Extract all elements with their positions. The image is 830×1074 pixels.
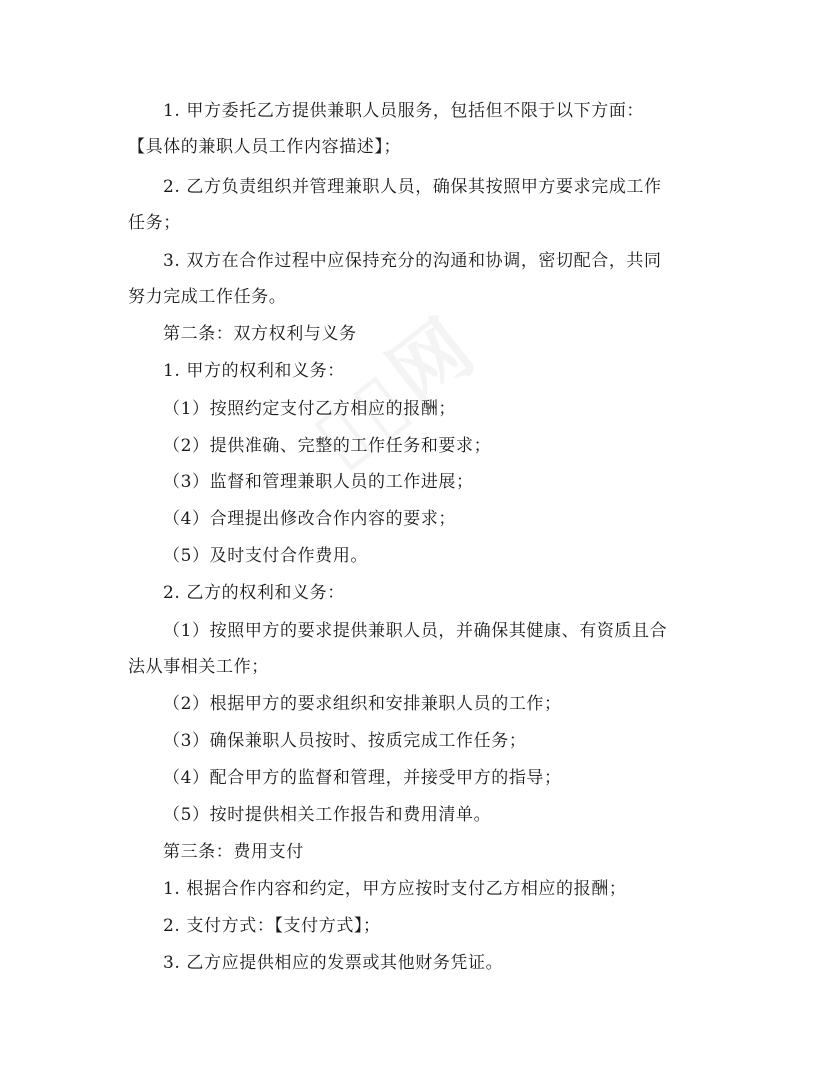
party-b-item-1-line-1: （1）按照甲方的要求提供兼职人员，并确保其健康、有资质且合 (163, 621, 668, 641)
payment-item-2: 2. 支付方式：【支付方式】； (163, 916, 381, 936)
article-2-heading: 第二条：双方权利与义务 (163, 324, 357, 344)
party-b-item-5: （5）按时提供相关工作报告和费用清单。 (163, 805, 492, 825)
payment-item-1: 1. 根据合作内容和约定，甲方应按时支付乙方相应的报酬； (163, 879, 627, 899)
payment-item-3: 3. 乙方应提供相应的发票或其他财务凭证。 (163, 953, 504, 973)
party-a-item-4: （4）合理提出修改合作内容的要求； (163, 509, 457, 529)
party-a-heading: 1. 甲方的权利和义务： (163, 361, 345, 381)
party-b-item-2: （2）根据甲方的要求组织和安排兼职人员的工作； (163, 694, 562, 714)
clause-1-1-line-1: 1. 甲方委托乙方提供兼职人员服务，包括但不限于以下方面： (163, 101, 645, 121)
party-a-item-3: （3）监督和管理兼职人员的工作进展； (163, 472, 474, 492)
clause-1-2-line-1: 2. 乙方负责组织并管理兼职人员，确保其按照甲方要求完成工作 (163, 177, 662, 197)
clause-1-1-line-2: 【具体的兼职人员工作内容描述】； (128, 137, 402, 157)
clause-1-2-line-2: 任务； (128, 213, 181, 233)
party-a-item-2: （2）提供准确、完整的工作任务和要求； (163, 436, 492, 456)
party-a-item-5: （5）及时支付合作费用。 (163, 546, 369, 566)
party-b-item-3: （3）确保兼职人员按时、按质完成工作任务； (163, 731, 527, 751)
party-a-item-1: （1）按照约定支付乙方相应的报酬； (163, 399, 457, 419)
party-b-item-1-line-2: 法从事相关工作； (128, 657, 269, 677)
party-b-item-4: （4）配合甲方的监督和管理，并接受甲方的指导； (163, 768, 562, 788)
article-3-heading: 第三条：费用支付 (163, 842, 304, 862)
clause-1-3-line-2: 努力完成工作任务。 (128, 287, 287, 307)
party-b-heading: 2. 乙方的权利和义务： (163, 583, 345, 603)
clause-1-3-line-1: 3. 双方在合作过程中应保持充分的沟通和协调，密切配合，共同 (163, 251, 662, 271)
